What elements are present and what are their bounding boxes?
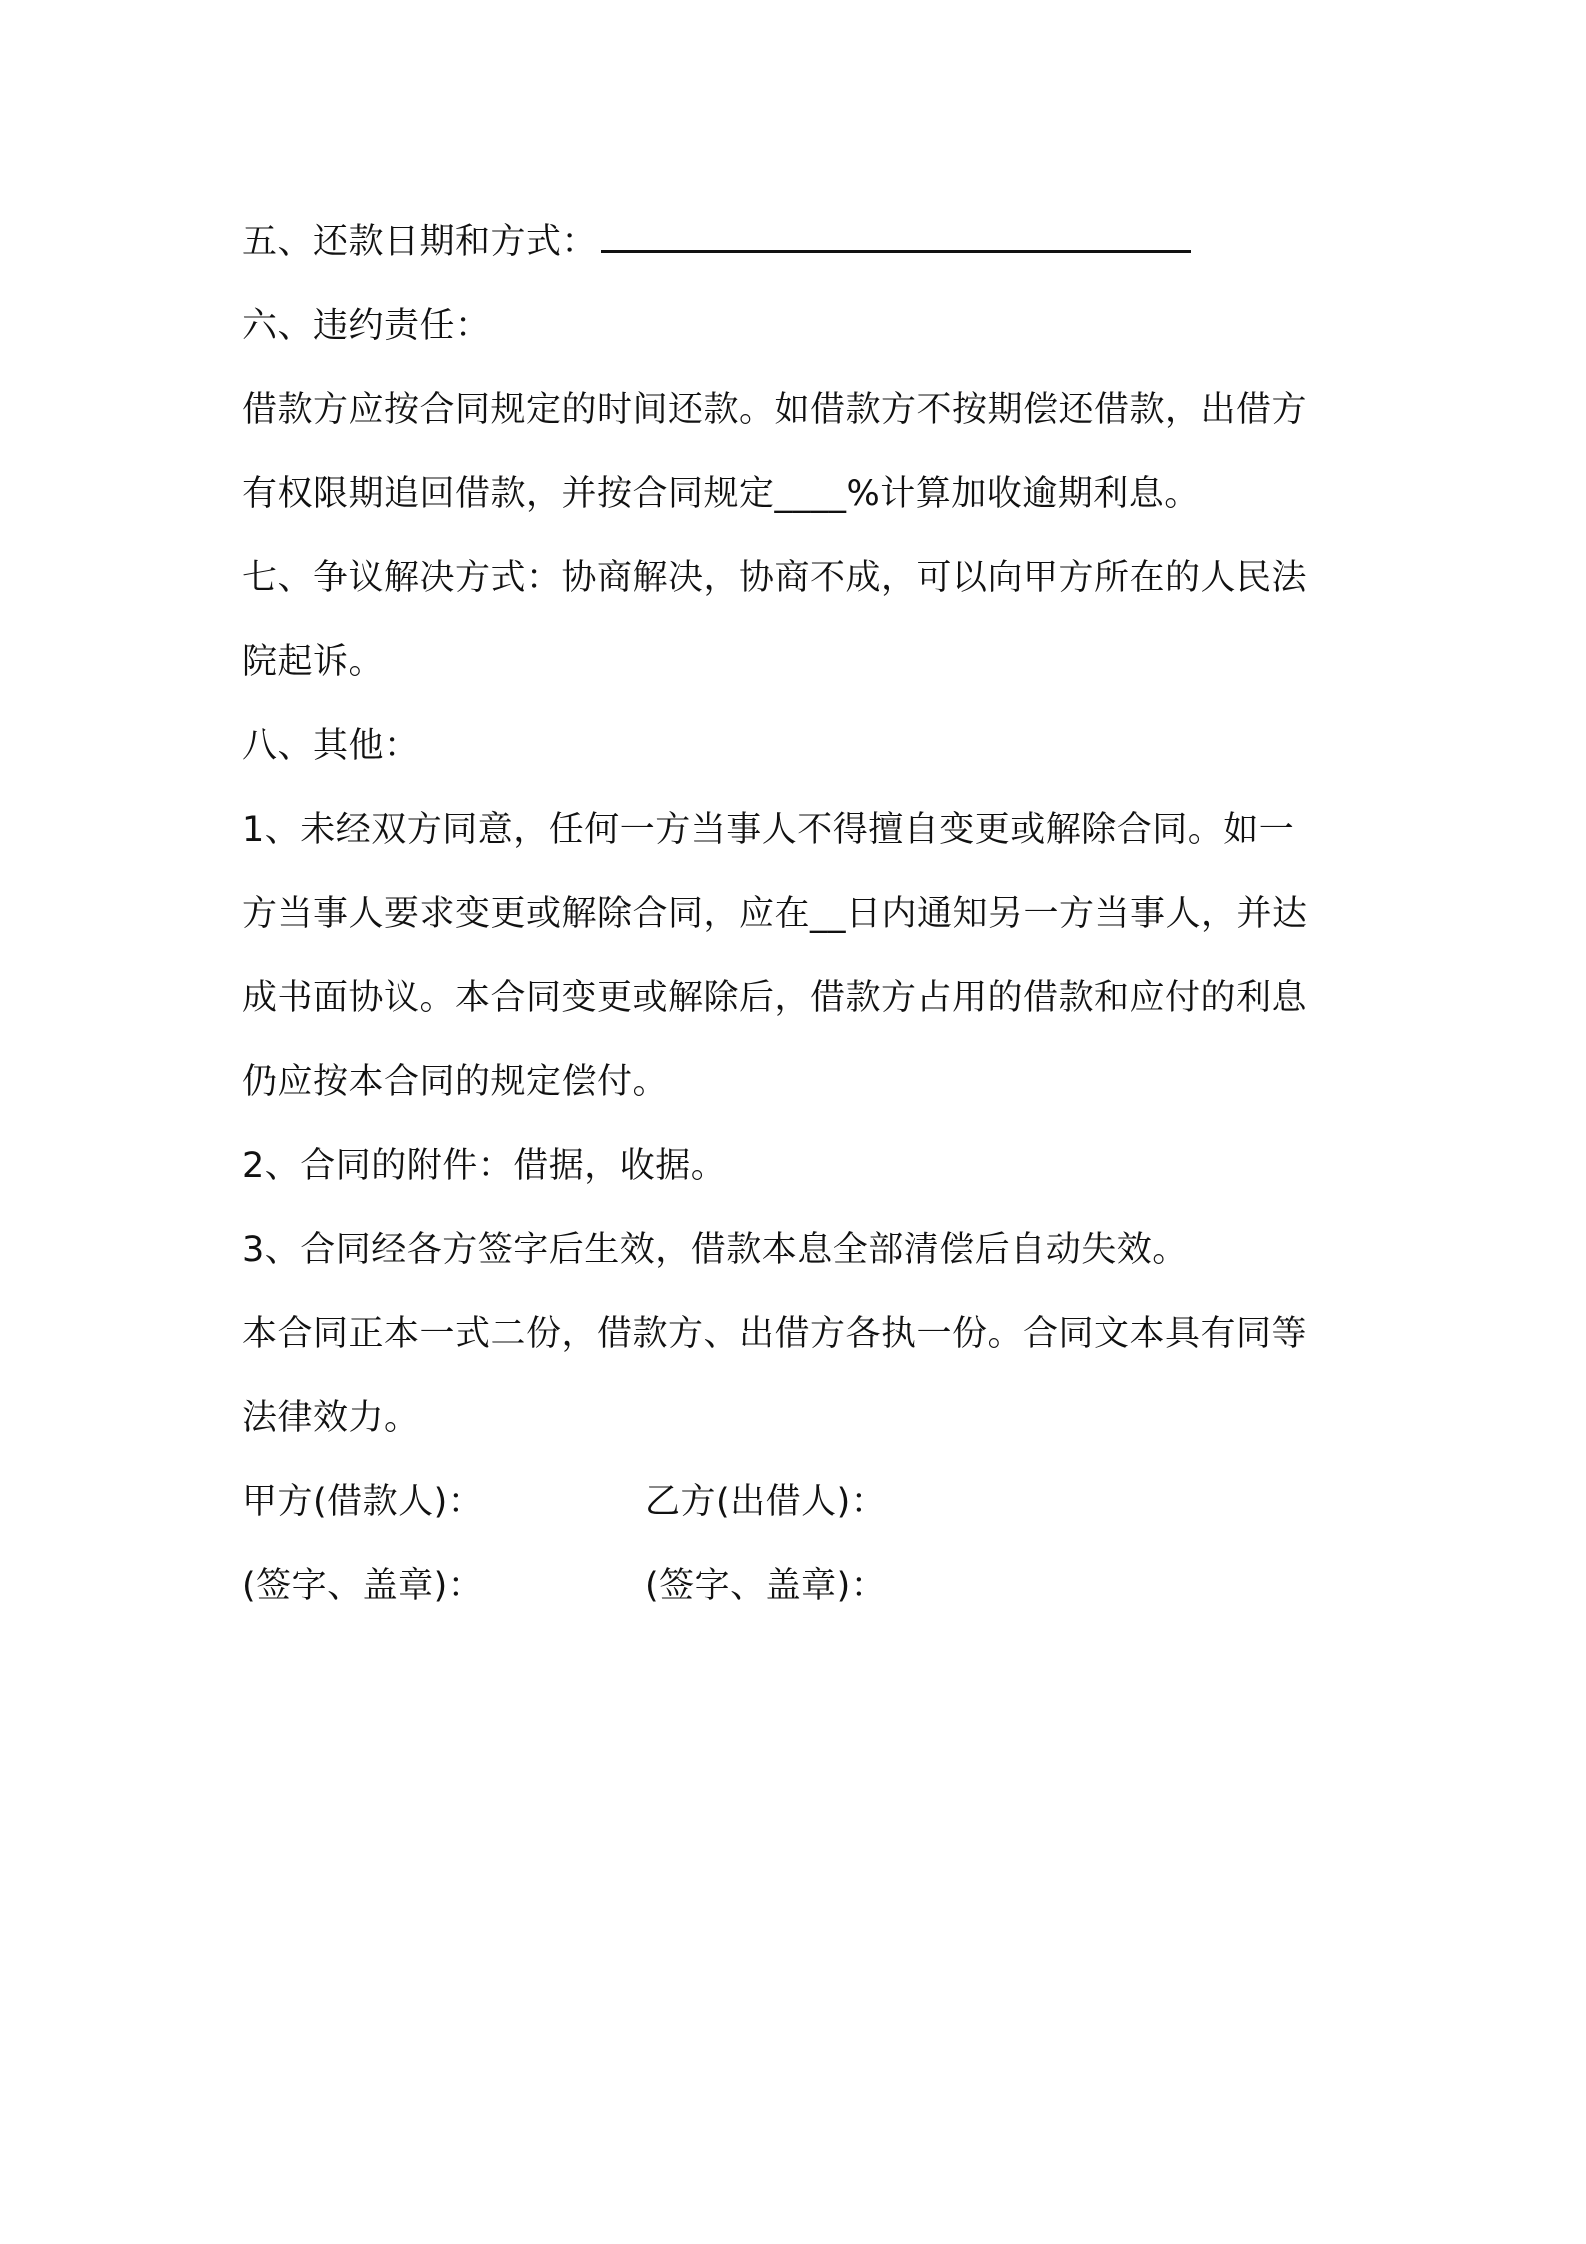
other-item-1-line-3: 成书面协议。本合同变更或解除后，借款方占用的借款和应付的利息 xyxy=(242,978,1308,1018)
other-item-1-line-1: 1、未经双方同意，任何一方当事人不得擅自变更或解除合同。如一 xyxy=(242,810,1295,850)
party-a-label: 甲方(借款人)： xyxy=(242,1482,484,1522)
signature-row xyxy=(242,1544,1357,1628)
other-item-3: 3、合同经各方签字后生效，借款本息全部清偿后自动失效。 xyxy=(242,1230,1188,1270)
copies-line-1: 本合同正本一式二份，借款方、出借方各执一份。合同文本具有同等 xyxy=(242,1314,1308,1354)
party-labels-row xyxy=(242,1460,1357,1544)
party-b-signature-label: (签字、盖章)： xyxy=(645,1566,887,1606)
breach-text-line-2: 有权限期追回借款，并按合同规定____%计算加收逾期利息。 xyxy=(242,474,1200,514)
copies-line-2: 法律效力。 xyxy=(242,1398,420,1438)
dispute-line-2: 院起诉。 xyxy=(242,642,385,682)
other-item-2: 2、合同的附件：借据，收据。 xyxy=(242,1146,727,1186)
breach-heading: 六、违约责任： xyxy=(242,306,491,346)
repayment-clause xyxy=(242,200,1357,284)
breach-text-line-1: 借款方应按合同规定的时间还款。如借款方不按期偿还借款，出借方 xyxy=(242,390,1308,430)
document-body xyxy=(242,200,1357,1628)
repayment-blank xyxy=(601,214,1191,253)
other-item-1-line-4: 仍应按本合同的规定偿付。 xyxy=(242,1062,669,1102)
party-b-label: 乙方(出借人)： xyxy=(645,1482,887,1522)
repayment-label: 五、还款日期和方式： xyxy=(242,222,598,262)
other-heading: 八、其他： xyxy=(242,726,420,766)
dispute-line-1: 七、争议解决方式：协商解决，协商不成，可以向甲方所在的人民法 xyxy=(242,558,1308,598)
party-a-signature-label: (签字、盖章)： xyxy=(242,1566,484,1606)
other-item-1-line-2: 方当事人要求变更或解除合同，应在__日内通知另一方当事人，并达 xyxy=(242,894,1308,934)
